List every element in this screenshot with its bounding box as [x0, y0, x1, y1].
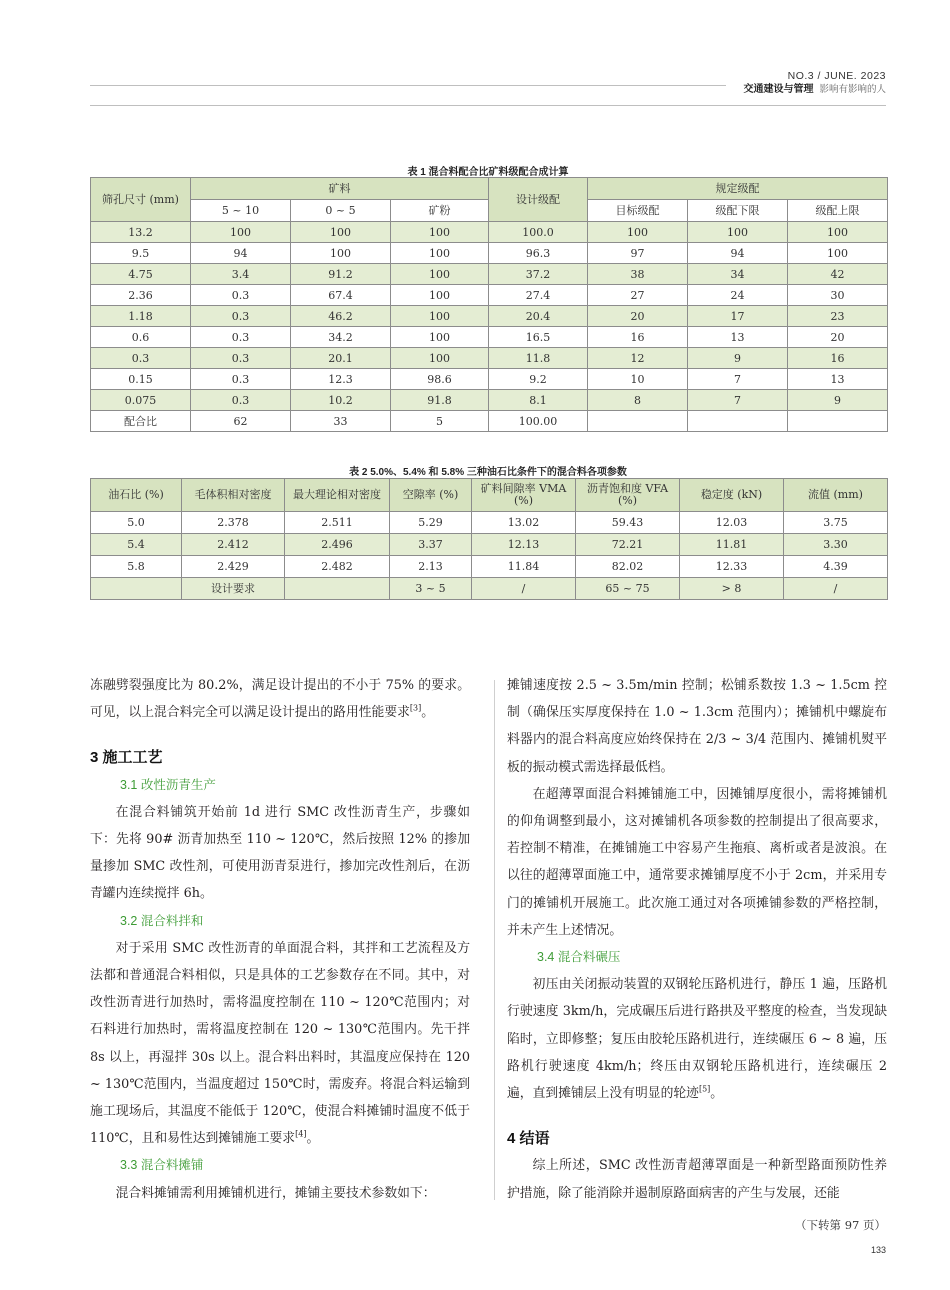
- t2-header: 流值 (mm): [784, 479, 888, 512]
- table-cell: /: [472, 578, 576, 600]
- header-rule: [90, 85, 726, 86]
- issue-label: NO.3 / JUNE. 2023: [787, 70, 886, 82]
- table-cell: 42: [788, 264, 888, 285]
- paragraph-end: 。: [306, 1131, 320, 1147]
- t2-header: 稳定度 (kN): [680, 479, 784, 512]
- subsection-heading: 3.2 混合料拌和: [120, 913, 204, 928]
- column-divider: [494, 680, 495, 1200]
- table-cell: 8: [588, 390, 688, 411]
- table-cell: 100: [688, 222, 788, 243]
- table-cell: 20: [788, 327, 888, 348]
- t1-subheader: 0 ~ 5: [291, 200, 391, 222]
- table-cell: 5.0: [91, 512, 182, 534]
- table-cell: 16.5: [489, 327, 588, 348]
- journal-slogan: 影响有影响的人: [819, 84, 886, 95]
- table-cell: 9.2: [489, 369, 588, 390]
- t1-header-mineral: 矿料: [191, 178, 489, 200]
- table-cell: 2.13: [390, 556, 472, 578]
- table-cell: 5: [391, 411, 489, 432]
- table-cell: 10.2: [291, 390, 391, 411]
- table-cell: 27: [588, 285, 688, 306]
- header-rule-long: [90, 105, 886, 106]
- left-column: [90, 672, 470, 1207]
- table1: [90, 177, 888, 432]
- table-cell: 16: [588, 327, 688, 348]
- table-cell: 9: [788, 390, 888, 411]
- citation: [5]: [698, 1084, 711, 1094]
- table-cell: 20.4: [489, 306, 588, 327]
- table-cell: 4.39: [784, 556, 888, 578]
- table-cell: 1.18: [91, 306, 191, 327]
- table-cell: 100.00: [489, 411, 588, 432]
- table-row: [91, 264, 888, 285]
- t2-header: 空隙率 (%): [390, 479, 472, 512]
- table-cell: 97: [588, 243, 688, 264]
- table-cell: 100: [391, 264, 489, 285]
- page-number: 133: [870, 1245, 886, 1255]
- citation: [4]: [295, 1129, 307, 1139]
- table-cell: 62: [191, 411, 291, 432]
- t1-header-sieve: 筛孔尺寸 (mm): [91, 178, 191, 222]
- table-cell: 5.29: [390, 512, 472, 534]
- table-cell: 13.2: [91, 222, 191, 243]
- table-cell: 65 ~ 75: [576, 578, 680, 600]
- journal-name: 交通建设与管理: [743, 84, 814, 95]
- table-row: [91, 556, 888, 578]
- t1-subheader: 级配下限: [688, 200, 788, 222]
- paragraph-text: 初压由关闭振动装置的双钢轮压路机进行，静压 1 遍，压路机行驶速度 3km/h，完成碾压后进行路拱及平整度的检查，当发现缺陷时，立即修整；复压由胶轮压路机进行，连续碾压 6 ~ 8 遍，压路机行驶速度 4km/h；终压由双钢轮压路机进行，连续碾压 2 遍，直到摊铺层上没有明显的轮迹: [507, 977, 887, 1102]
- table-row: [91, 243, 888, 264]
- t1-subheader: 5 ~ 10: [191, 200, 291, 222]
- table-cell: 2.429: [182, 556, 285, 578]
- table-cell: 5.8: [91, 556, 182, 578]
- table-row: [91, 578, 888, 600]
- table-cell: 30: [788, 285, 888, 306]
- table-cell: [91, 578, 182, 600]
- t2-header: 油石比 (%): [91, 479, 182, 512]
- table-cell: 96.3: [489, 243, 588, 264]
- table-cell: /: [784, 578, 888, 600]
- table-cell: 2.36: [91, 285, 191, 306]
- table-cell: [688, 411, 788, 432]
- table-cell: 37.2: [489, 264, 588, 285]
- table-row: [91, 348, 888, 369]
- paragraph-text: 冻融劈裂强度比为 80.2%，满足设计提出的不小于 75% 的要求。可见，以上混合料完全可以满足设计提出的路用性能要求: [90, 678, 470, 721]
- table-cell: 8.1: [489, 390, 588, 411]
- t2-header: 矿料间隙率 VMA (%): [472, 479, 576, 512]
- table-cell: 17: [688, 306, 788, 327]
- table-cell: 5.4: [91, 534, 182, 556]
- table-cell: 0.3: [191, 348, 291, 369]
- table-cell: 100: [788, 243, 888, 264]
- table-cell: 100: [291, 243, 391, 264]
- table-cell: 0.3: [191, 285, 291, 306]
- section-heading: 4 结语: [507, 1130, 550, 1148]
- table-cell: 12.03: [680, 512, 784, 534]
- table-cell: 100: [391, 306, 489, 327]
- t1-subheader: 目标级配: [588, 200, 688, 222]
- table-cell: 46.2: [291, 306, 391, 327]
- table-cell: 2.412: [182, 534, 285, 556]
- table-cell: 82.02: [576, 556, 680, 578]
- table-cell: 0.3: [191, 327, 291, 348]
- paragraph: 混合料摊铺需利用摊铺机进行，摊铺主要技术参数如下：: [115, 1185, 436, 1201]
- table-cell: 2.496: [285, 534, 390, 556]
- t1-header-spec: 规定级配: [588, 178, 888, 200]
- section-heading: 3 施工工艺: [90, 749, 163, 767]
- running-header: [743, 69, 886, 97]
- table-row: [91, 534, 888, 556]
- table-cell: 34.2: [291, 327, 391, 348]
- table1-caption: 表 1 混合料配合比矿料级配合成计算: [407, 167, 569, 178]
- table-cell: 3.37: [390, 534, 472, 556]
- t1-subheader: 级配上限: [788, 200, 888, 222]
- table-cell: > 8: [680, 578, 784, 600]
- table-cell: 7: [688, 390, 788, 411]
- paragraph-text: 对于采用 SMC 改性沥青的单面混合料，其拌和工艺流程及方法都和普通混合料相似，只是具体的工艺参数存在不同。其中，对改性沥青进行加热时，需将温度控制在 110 ~ 120℃范围内；对石料进行加热时，需将温度控制在 120 ~ 130℃范围内。先干拌 8s 以上，再湿拌 30s 以上。混合料出料时，其温度应保持在 120 ~ 130℃范围内，当温度超过 150℃时，需废弃。将混合料运输到施工现场后，其温度不能低于 120℃，使混合料摊铺时温度不低于 110℃，且和易性达到摊铺施工要求: [90, 940, 470, 1147]
- table2-caption: 表 2 5.0%、5.4% 和 5.8% 三种油石比条件下的混合料各项参数: [349, 467, 627, 478]
- table-cell: 2.378: [182, 512, 285, 534]
- t2-header: 最大理论相对密度: [285, 479, 390, 512]
- continued-note: （下转第 97 页）: [795, 1218, 886, 1232]
- table-row: [91, 390, 888, 411]
- table-cell: 10: [588, 369, 688, 390]
- table-cell: 98.6: [391, 369, 489, 390]
- table-cell: 94: [191, 243, 291, 264]
- subsection-heading: 3.1 改性沥青生产: [120, 777, 216, 792]
- paragraph: 摊铺速度按 2.5 ~ 3.5m/min 控制；松铺系数按 1.3 ~ 1.5cm 控制（确保压实厚度保持在 1.0 ~ 1.3cm 范围内）；摊铺机中螺旋布料器内的混合料高度应始终保持在 2/3 ~ 3/4 范围内、摊铺机熨平板的振动模式需选择最低档。: [507, 678, 887, 775]
- paragraph: [507, 971, 887, 1107]
- table-cell: 9.5: [91, 243, 191, 264]
- table-cell: 100.0: [489, 222, 588, 243]
- table2: [90, 478, 888, 600]
- table-cell: 3 ~ 5: [390, 578, 472, 600]
- table-cell: 23: [788, 306, 888, 327]
- table-cell: 0.15: [91, 369, 191, 390]
- table-cell: [285, 578, 390, 600]
- table-cell: 100: [391, 327, 489, 348]
- table-cell: 2.511: [285, 512, 390, 534]
- table-cell: [788, 411, 888, 432]
- table-cell: 2.482: [285, 556, 390, 578]
- table-cell: 7: [688, 369, 788, 390]
- citation: [3]: [409, 703, 422, 713]
- table-cell: 0.3: [191, 306, 291, 327]
- paragraph: [90, 672, 470, 726]
- table-cell: 100: [391, 348, 489, 369]
- t1-header-design: 设计级配: [489, 178, 588, 222]
- table-cell: 9: [688, 348, 788, 369]
- table-cell: 72.21: [576, 534, 680, 556]
- table-cell: 100: [391, 243, 489, 264]
- table-cell: 3.4: [191, 264, 291, 285]
- table-row: [91, 512, 888, 534]
- table-cell: 0.075: [91, 390, 191, 411]
- table-row: [91, 327, 888, 348]
- table-cell: 12.33: [680, 556, 784, 578]
- table-cell: 100: [788, 222, 888, 243]
- table-cell: 100: [391, 222, 489, 243]
- table-cell: 67.4: [291, 285, 391, 306]
- table-cell: 100: [391, 285, 489, 306]
- table-row: [91, 285, 888, 306]
- table-cell: 100: [588, 222, 688, 243]
- subsection-heading: 3.3 混合料摊铺: [120, 1158, 204, 1173]
- table-cell: 59.43: [576, 512, 680, 534]
- table-cell: 33: [291, 411, 391, 432]
- table-cell: 0.3: [191, 390, 291, 411]
- table-cell: 13: [688, 327, 788, 348]
- table-cell: [588, 411, 688, 432]
- table-cell: 34: [688, 264, 788, 285]
- table-cell: 3.75: [784, 512, 888, 534]
- paragraph: [90, 935, 470, 1153]
- right-column: [507, 672, 887, 1207]
- table-cell: 12.13: [472, 534, 576, 556]
- table-row: [91, 369, 888, 390]
- paragraph: 在超薄罩面混合料摊铺施工中，因摊铺厚度很小，需将摊铺机的仰角调整到最小，这对摊铺机各项参数的控制提出了很高要求，若控制不精准，在摊铺施工中容易产生拖痕、离析或者是波浪。在以往的超薄罩面施工中，通常要求摊铺厚度不小于 2cm，并采用专门的摊铺机开展施工。此次施工通过对各项摊铺参数的严格控制，并未产生上述情况。: [507, 786, 887, 938]
- table-cell: 0.3: [91, 348, 191, 369]
- table-cell: 38: [588, 264, 688, 285]
- table-cell: 20: [588, 306, 688, 327]
- table-cell: 3.30: [784, 534, 888, 556]
- table-cell: 11.81: [680, 534, 784, 556]
- table-cell: 16: [788, 348, 888, 369]
- table-row: [91, 306, 888, 327]
- subsection-heading: 3.4 混合料碾压: [537, 950, 621, 965]
- paragraph: 在混合料铺筑开始前 1d 进行 SMC 改性沥青生产，步骤如下：先将 90# 沥青加热至 110 ~ 120℃，然后按照 12% 的掺加量掺加 SMC 改性剂，可使用沥青泵进行，掺加完改性剂后，在沥青罐内连续搅拌 6h。: [90, 804, 470, 902]
- table-cell: 12: [588, 348, 688, 369]
- table-cell: 91.8: [391, 390, 489, 411]
- table-cell: 100: [191, 222, 291, 243]
- table-cell: 27.4: [489, 285, 588, 306]
- t2-header: 毛体积相对密度: [182, 479, 285, 512]
- table-cell: 20.1: [291, 348, 391, 369]
- table-cell: 12.3: [291, 369, 391, 390]
- table-cell: 13.02: [472, 512, 576, 534]
- journal-line: [743, 83, 886, 97]
- table-row: [91, 411, 888, 432]
- table-cell: 13: [788, 369, 888, 390]
- table-cell: 100: [291, 222, 391, 243]
- table-row: [91, 222, 888, 243]
- table-cell: 24: [688, 285, 788, 306]
- table-cell: 0.3: [191, 369, 291, 390]
- paragraph-end: 。: [710, 1086, 724, 1102]
- table-cell: 设计要求: [182, 578, 285, 600]
- table-cell: 4.75: [91, 264, 191, 285]
- table-cell: 11.84: [472, 556, 576, 578]
- t1-subheader: 矿粉: [391, 200, 489, 222]
- table-cell: 配合比: [91, 411, 191, 432]
- paragraph-end: 。: [421, 705, 435, 721]
- paragraph: 综上所述，SMC 改性沥青超薄罩面是一种新型路面预防性养护措施，除了能消除并遏制原路面病害的产生与发展，还能: [507, 1158, 887, 1201]
- table-cell: 94: [688, 243, 788, 264]
- table-cell: 0.6: [91, 327, 191, 348]
- t2-header: 沥青饱和度 VFA (%): [576, 479, 680, 512]
- table-cell: 91.2: [291, 264, 391, 285]
- table-cell: 11.8: [489, 348, 588, 369]
